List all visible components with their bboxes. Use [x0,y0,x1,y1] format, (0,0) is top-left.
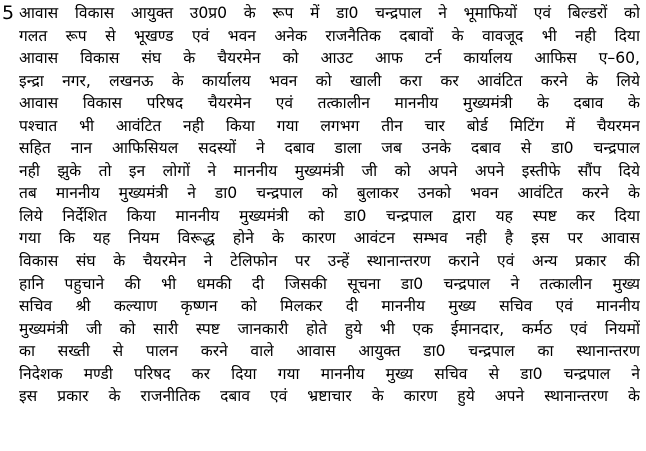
paragraph-line: विकास संघ के चैयरमेन ने टेलिफोन पर उन्हें स्थानान्तरण कराने एवं अन्य प्रकार की [19,252,640,271]
paragraph-line: मुख्यमंत्री जी को सारी स्पष्ट जानकारी होते हुये भी एक ईमानदार, कर्मठ एवं नियमों [19,319,640,338]
paragraph-line: पश्चात भी आवंटित नही किया गया लगभग तीन चार बोर्ड मिटिंग में चैयरमन [19,116,640,135]
paragraph [19,2,640,408]
paragraph-line: हानि पहुचाने की भी धमकी दी जिसकी सूचना डा0 चन्द्रपाल ने तत्कालीन मुख्य [19,274,640,293]
paragraph-line: गलत रूप से भूखण्ड एवं भवन अनेक राजनैतिक दबावों के वावजूद भी नही दिया [19,26,640,45]
paragraph-line: आवास विकास आयुक्त उ0प्र0 के रूप में डा0 चन्द्रपाल ने भूमाफियाें एवं बिल्डरों को [19,4,640,22]
paragraph-line: निदेशक मण्डी परिषद कर दिया गया माननीय मुख्य सचिव से डा0 चन्द्रपाल ने [19,364,640,383]
paragraph-line: इस प्रकार के राजनीतिक दबाव एवं भ्रष्टाचार के कारण हुये अपने स्थानान्तरण के [19,387,640,406]
paragraph-line: आवास विकास संघ के चैयरमेन को आउट आफ टर्न कार्यालय आफिस ए–60, [19,49,640,68]
paragraph-line: सहित नान आफिसियल सदस्यों ने दबाव डाला जब उनके दबाव से डा0 चन्द्रपाल [19,139,640,158]
paragraph-line: सचिव श्री कल्याण कृष्णन को मिलकर दी माननीय मुख्य सचिव एवं माननीय [19,297,640,316]
paragraph-line: गया कि यह नियम विरूद्ध होने के कारण आवंटन सम्भव नही है इस पर आवास [19,229,640,248]
paragraph-line: लिये निर्देशित किया माननीय मुख्यमंत्री को डा0 चन्द्रपाल द्वारा यह स्पष्ट कर दिया [19,206,640,225]
paragraph-line: नही झुके तो इन लोगों ने माननीय मुख्यमंत्री जी को अपने अपने इस्तीफे सौंप दिये [19,161,640,180]
paragraph-line: तब माननीय मुख्यमंत्री ने डा0 चन्द्रपाल को बुलाकर उनको भवन आवंटित करने के [19,184,640,203]
paragraph-line: इन्द्रा नगर, लखनऊ के कार्यालय भवन को खाली करा कर आवंटित करने के लिये [19,71,640,90]
item-number: 5 [2,2,15,24]
paragraph-line: आवास विकास परिषद चैयरमेन एवं तत्कालीन माननीय मुख्यमंत्री के दबाव के [19,94,640,113]
paragraph-line: का सख्ती से पालन करने वाले आवास आयुक्त डा0 चन्द्रपाल का स्थानान्तरण [19,342,640,361]
